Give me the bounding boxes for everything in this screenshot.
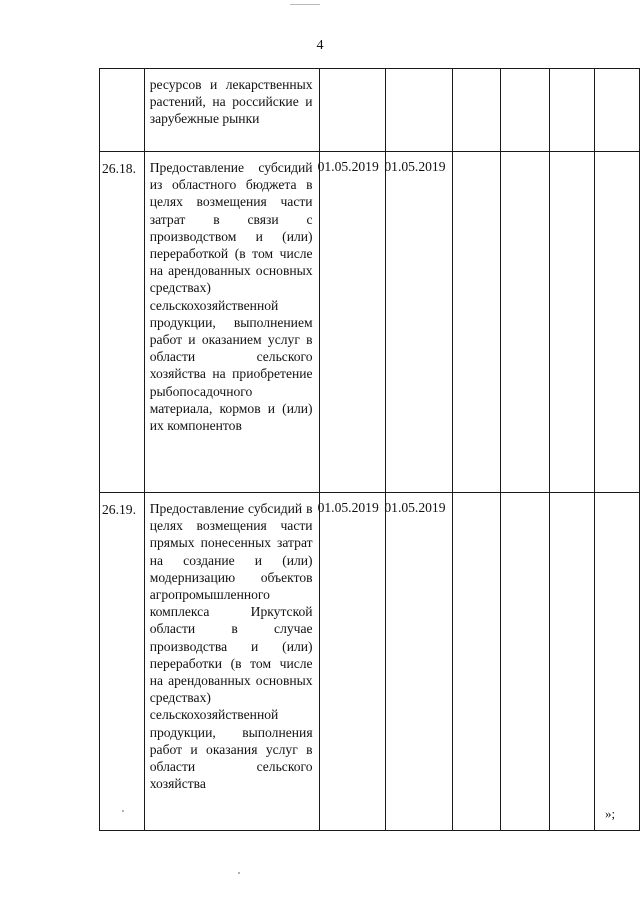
- row-description-cell: [144, 152, 319, 493]
- row-number: 26.18.: [102, 161, 136, 176]
- table-row: [100, 69, 640, 152]
- row-number-cell: [100, 493, 145, 831]
- empty-cell: [453, 69, 500, 152]
- scan-speck: [290, 4, 320, 5]
- row-description: Предоставление субсидий из областного бюджета в целях возмещения части затрат в связи с производством и (или) переработкой (в том числе на арендованных основных средствах) сельскохозяйственной продукции, выполнением работ и оказанием услуг в области сельского хозяйства на приобретение рыбопосадочного материала, кормов и (или) их компонентов: [149, 160, 313, 434]
- row-description-cell: [144, 69, 319, 152]
- empty-cell: [549, 493, 595, 831]
- start-date-cell: [319, 152, 386, 493]
- start-date-cell: [319, 493, 386, 831]
- empty-cell: [549, 69, 595, 152]
- row-number-cell: [100, 152, 145, 493]
- page-number: 4: [316, 38, 324, 53]
- end-date-cell: [386, 493, 453, 831]
- empty-cell: [500, 152, 549, 493]
- row-description: Предоставление субсидий в целях возмещения части прямых понесенных затрат на создание и (или) модернизацию объектов агропромышленного комплекса Иркутской области в случае производства и (или) переработки (в том числе на арендованных основных средствах) сельскохозяйственной продукции, выполнения работ и оказания услуг в области сельского хозяйства: [149, 501, 313, 792]
- measures-table: [99, 68, 640, 831]
- empty-cell: [595, 69, 640, 152]
- end-date: 01.05.2019: [384, 159, 446, 174]
- row-description: ресурсов и лекарственных растений, на российские и зарубежные рынки: [149, 77, 313, 127]
- row-number-cell: [100, 69, 145, 152]
- end-date: 01.05.2019: [384, 500, 446, 515]
- start-date: 01.05.2019: [317, 500, 379, 515]
- scan-speck: [238, 872, 240, 874]
- end-date-cell: [386, 152, 453, 493]
- empty-cell: [595, 152, 640, 493]
- table-row: [100, 152, 640, 493]
- scan-speck: [122, 810, 124, 812]
- start-date: 01.05.2019: [317, 159, 379, 174]
- start-date-cell: [319, 69, 386, 152]
- empty-cell: [453, 152, 500, 493]
- row-description-cell: [144, 493, 319, 831]
- end-date-cell: [386, 69, 453, 152]
- empty-cell: [595, 493, 640, 831]
- table-row: [100, 493, 640, 831]
- row-number: 26.19.: [102, 502, 136, 517]
- empty-cell: [453, 493, 500, 831]
- empty-cell: [549, 152, 595, 493]
- empty-cell: [500, 493, 549, 831]
- empty-cell: [500, 69, 549, 152]
- closing-quote-mark: »;: [605, 806, 616, 821]
